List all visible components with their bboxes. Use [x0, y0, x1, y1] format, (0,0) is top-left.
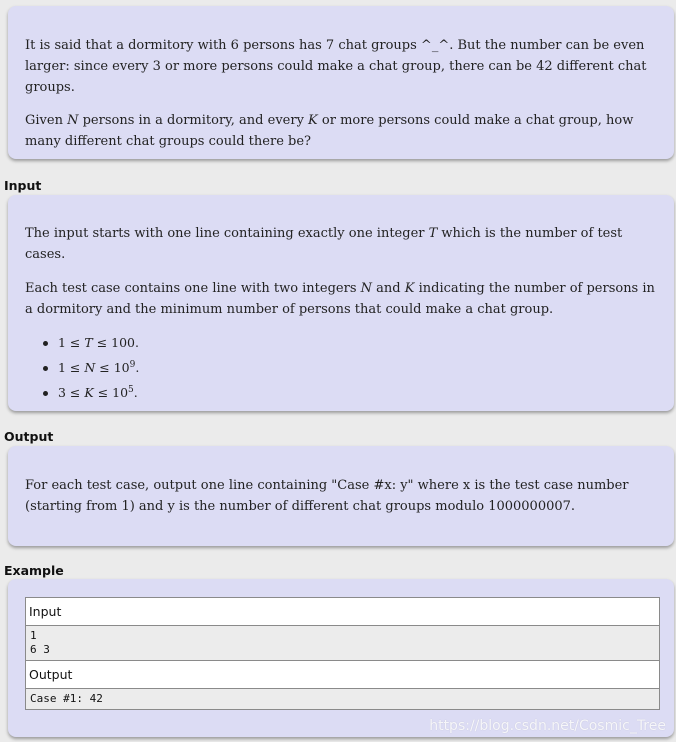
output-heading: Output [4, 429, 54, 444]
example-input-label: Input [26, 598, 659, 626]
var-k: K [404, 281, 415, 296]
var-t: T [428, 226, 438, 241]
statement-paragraph-1: It is said that a dormitory with 6 persons has 7 chat groups ^_^. But the number can be even larger: since every 3 or more persons could make a chat group, there can be 42 different chat groups. [25, 38, 647, 95]
output-paragraph: For each test case, output one line containing "Case #x: y" where x is the test case number (starting from 1) and y is the number of different chat groups modulo 1000000007. [25, 478, 629, 514]
var-k: K [308, 113, 318, 128]
input-heading: Input [4, 178, 42, 193]
example-output-label: Output [26, 661, 659, 689]
constraint-t: 1 ≤ T ≤ 100. [41, 330, 657, 355]
watermark: https://blog.csdn.net/Cosmic_Tree [429, 718, 666, 734]
output-card [8, 446, 674, 546]
example-table [25, 597, 660, 710]
example-output-text: Case #1: 42 [26, 689, 659, 709]
constraint-n: $1 \le N \le 10^9$. [41, 355, 657, 380]
statement-paragraph-2: Given N persons in a dormitory, and every K or more persons could make a chat group, how many different chat groups could there be? [25, 113, 634, 149]
input-paragraph-2: Each test case contains one line with two integers N and K indicating the number of persons in a dormitory and the minimum number of persons that could make a chat group. [25, 281, 655, 317]
constraints-list [25, 330, 657, 405]
input-card [8, 195, 674, 411]
example-heading: Example [4, 563, 64, 578]
statement-card [8, 6, 674, 159]
var-n: N [67, 113, 79, 128]
example-input-text: 1 6 3 [26, 626, 659, 661]
example-card [8, 579, 674, 737]
constraint-k: $3 \le K \le 10^5$. [41, 380, 657, 405]
input-paragraph-1: The input starts with one line containing exactly one integer T which is the number of test cases. [25, 226, 623, 262]
var-n: N [360, 281, 373, 296]
